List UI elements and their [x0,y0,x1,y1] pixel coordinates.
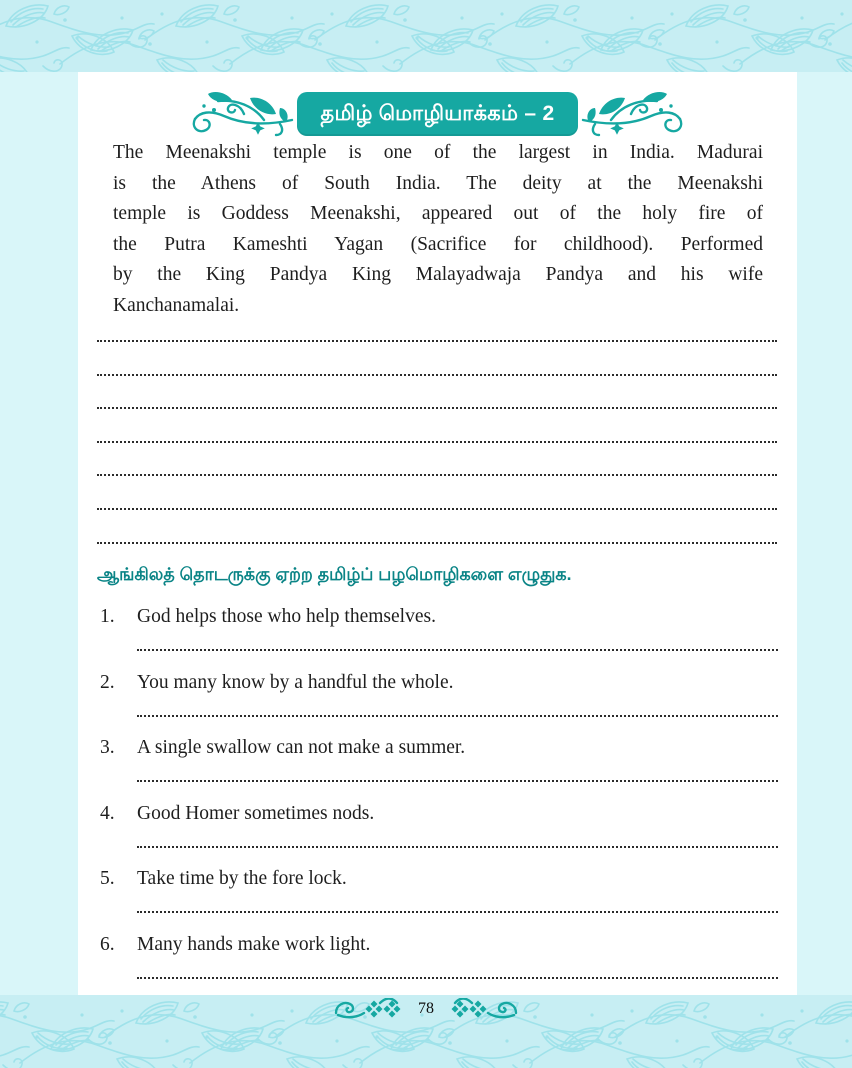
list-item [100,603,778,651]
chapter-header [78,90,797,138]
item-text: A single swallow can not make a summer. [137,737,466,758]
page-number: 78 [418,1000,434,1017]
answer-line [97,409,777,443]
decorative-border-top [0,0,852,72]
item-text: You many know by a handful the whole. [137,671,454,693]
answer-line [137,959,778,979]
item-text: Take time by the fore lock. [137,868,347,889]
list-item [100,669,778,717]
answer-line [137,762,778,782]
answer-line [97,376,777,410]
answer-lines-block [97,325,777,544]
answer-line [97,325,777,342]
passage-line: temple is Goddess Meenakshi, appeared out of the holy fire of [113,203,763,224]
item-text: Good Homer sometimes nods. [137,802,375,824]
answer-line [137,631,778,651]
list-item [100,800,778,848]
answer-line [137,893,778,913]
footer-ornament-left-icon [334,998,406,1020]
list-item [100,734,778,782]
answer-line [97,443,777,477]
floral-flourish-right-icon [581,90,685,138]
passage-line: is the Athens of South India. The deity at the Meenakshi [113,172,763,194]
item-text: God helps those who help themselves. [137,606,436,627]
floral-flourish-left-icon [190,90,294,138]
item-number: 1. [100,606,115,627]
list-item [100,865,778,913]
answer-line [97,342,777,376]
item-number: 4. [100,802,115,824]
exercise-instruction: ஆங்கிலத் தொடருக்கு ஏற்ற தமிழ்ப் பழமொழிகளை எழுதுக. [97,564,572,584]
list-item [100,931,778,979]
answer-line [97,510,777,544]
proverb-list [100,603,778,996]
chapter-title-badge: தமிழ் மொழியாக்கம் – 2 [297,92,579,136]
item-number: 5. [100,868,115,889]
passage-line: by the King Pandya King Malayadwaja Pandya and his wife [113,264,763,285]
item-number: 3. [100,737,115,758]
answer-line [97,476,777,510]
passage-line: Kanchanamalai. [113,294,240,316]
passage-line: The Meenakshi temple is one of the largest in India. Madurai [113,142,763,163]
item-text: Many hands make work light. [137,933,371,955]
passage-paragraph [113,138,763,321]
item-number: 6. [100,933,115,955]
passage-line: the Putra Kameshti Yagan (Sacrifice for childhood). Performed [113,233,763,255]
answer-line [137,828,778,848]
page-sheet [78,72,797,995]
page-footer [0,998,852,1020]
footer-ornament-right-icon [446,998,518,1020]
item-number: 2. [100,671,115,693]
answer-line [137,697,778,717]
